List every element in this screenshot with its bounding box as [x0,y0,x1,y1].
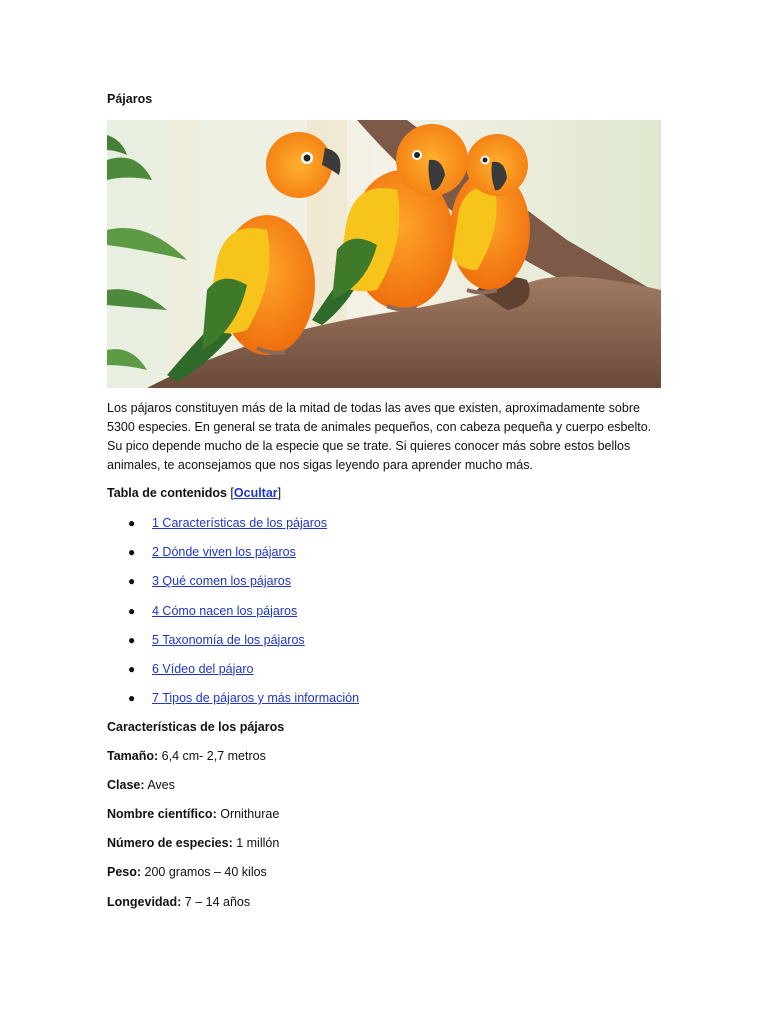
fact-key: Número de especies: [107,836,233,850]
toc-link[interactable]: 3 Qué comen los pájaros [152,574,291,589]
toc-link[interactable]: 7 Tipos de pájaros y más información [152,691,360,706]
characteristics-heading-label: Características de los pájaros [107,720,285,734]
bullet-icon: ● [128,691,136,706]
fact-class [107,776,175,794]
bullet-icon: ● [128,545,136,560]
fact-value: 200 gramos – 40 kilos [141,865,267,879]
fact-key: Peso: [107,865,142,879]
bullet-icon: ● [128,632,136,647]
fact-scientific-name [107,805,279,823]
toc-item [107,543,359,572]
fact-value: 1 millón [232,836,280,850]
toc-item [107,602,359,631]
toc-item [107,689,359,718]
intro-paragraph: Los pájaros constituyen más de la mitad de todas las aves que existen, aproximadamente sobre 5300 especies. En general se trata de animales pequeños, con cabeza pequeña y cuerpo esbelto. Su pico depende mucho de la especie que se trate. Si quieres conocer más sobre estos bellos animales, te aconsejamos que nos sigas leyendo para aprender mucho más. [107,401,652,472]
fact-value: Aves [144,778,175,792]
fact-key: Longevidad: [107,895,182,909]
toc-heading [107,486,281,500]
fact-key: Nombre científico: [107,807,217,821]
fact-species-count [107,834,279,852]
fact-weight [107,863,267,881]
fact-size [107,747,266,765]
bullet-icon: ● [128,603,136,618]
fact-value: 6,4 cm- 2,7 metros [158,749,266,763]
toc-item [107,660,359,689]
fact-longevity [107,893,250,911]
toc-link[interactable]: 4 Cómo nacen los pájaros [152,603,298,618]
bullet-icon: ● [128,661,136,676]
toc-bracket-close: ] [277,486,282,500]
toc-link[interactable]: 6 Vídeo del pájaro [152,661,254,676]
fact-key: Clase: [107,778,145,792]
toc-bracket-open: [ [230,486,234,500]
fact-key: Tamaño: [107,749,159,763]
toc-link[interactable]: 2 Dónde viven los pájaros [152,545,296,560]
parrots-illustration [107,120,661,388]
bullet-icon: ● [128,574,136,589]
toc-hide-link[interactable]: Ocultar [233,486,278,500]
toc-list [107,514,359,718]
parrots-photo [107,120,661,388]
characteristics-heading [107,718,284,736]
page-title: Pájaros [107,92,153,106]
toc-link[interactable]: 5 Taxonomía de los pájaros [152,632,305,647]
fact-value: Ornithurae [216,807,280,821]
fact-value: 7 – 14 años [181,895,251,909]
toc-link[interactable]: 1 Características de los pájaros [152,516,328,530]
toc-item [107,631,359,660]
toc-item [107,514,359,543]
bullet-icon: ● [128,516,136,530]
toc-heading-label: Tabla de contenidos [107,486,227,500]
toc-item [107,572,359,601]
